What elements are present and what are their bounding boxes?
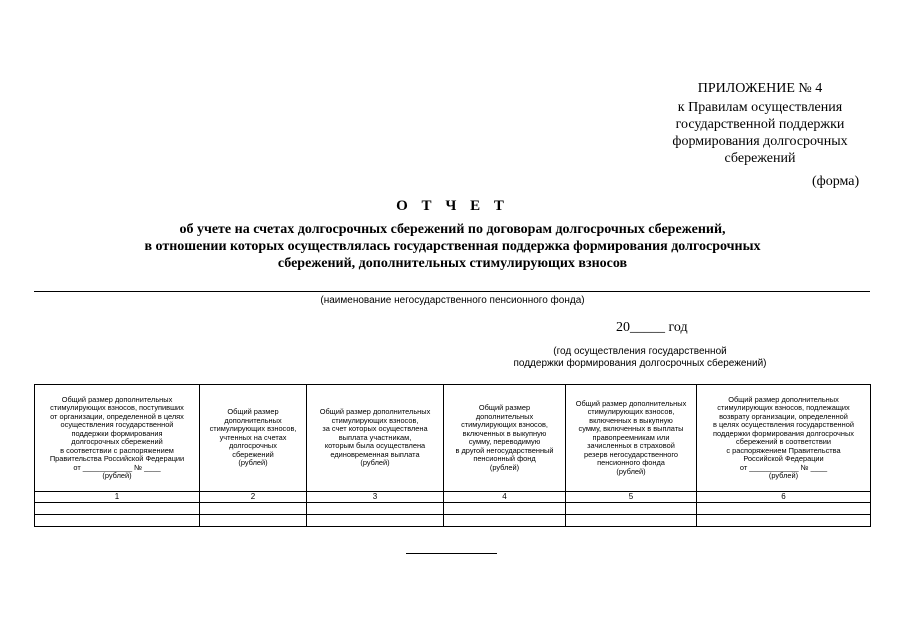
column-header-line: с распоряжением Правительства xyxy=(726,445,841,455)
column-header-line: от ____________ № ____ xyxy=(739,462,828,472)
column-header-line: дополнительных xyxy=(224,415,282,425)
column-header-line: Общий размер xyxy=(478,403,531,412)
table-cell[interactable] xyxy=(200,515,307,527)
column-header-line: Правительства Российской Федерации xyxy=(49,454,185,463)
column-header-line: (рублей) xyxy=(238,458,268,468)
column-number: 6 xyxy=(697,492,871,503)
subtitle-line: об учете на счетах долгосрочных сбережений по договорам долгосрочных сбережений, xyxy=(179,222,726,237)
appendix-line: государственной поддержки xyxy=(675,117,845,132)
column-header-line: в целях осуществления государственной xyxy=(713,420,854,429)
table-header-row xyxy=(35,385,871,492)
fund-name-caption: (наименование негосударственного пенсионного фонда) xyxy=(320,295,585,306)
year-caption xyxy=(500,346,780,370)
column-header-line: за счет которых осуществлена xyxy=(322,424,428,434)
column-number: 4 xyxy=(444,492,566,503)
appendix-line: формирования долгосрочных xyxy=(672,134,848,149)
column-header-line: стимулирующих взносов, подлежащих xyxy=(717,403,850,412)
column-number: 3 xyxy=(307,492,444,503)
appendix-line: к Правилам осуществления xyxy=(677,100,843,115)
year-label: 20_____ год xyxy=(616,320,688,335)
appendix-block xyxy=(640,80,880,167)
column-header-line: выплата участникам, xyxy=(338,432,412,442)
column-header-line: поддержки формирования xyxy=(71,428,163,438)
column-header-line: которым была осуществлена xyxy=(324,441,426,451)
year-caption-line: поддержки формирования долгосрочных сбережений) xyxy=(513,358,767,369)
column-header-line: стимулирующих взносов, xyxy=(209,424,297,434)
table-cell[interactable] xyxy=(444,503,566,515)
column-header-line: резерв негосударственного xyxy=(583,449,679,459)
column-header-line: учтенных на счетах xyxy=(219,432,287,442)
column-header-line: дополнительных xyxy=(475,411,534,421)
table-cell[interactable] xyxy=(35,503,200,515)
signature-line xyxy=(406,553,497,554)
column-header-line: Общий размер дополнительных xyxy=(61,394,173,404)
column-header-line: Общий размер дополнительных xyxy=(728,394,839,404)
column-header-line: Российской Федерации xyxy=(743,454,824,463)
column-header-line: включенных в выкупную xyxy=(589,415,673,425)
column-header-line: сумму, включенных в выплаты xyxy=(578,424,684,434)
column-header-line: от ____________ № ____ xyxy=(73,462,161,472)
column-number: 2 xyxy=(200,492,307,503)
subtitle-line: сбережений, дополнительных стимулирующих взносов xyxy=(277,256,628,271)
column-header-line: осуществления государственной xyxy=(60,420,174,429)
column-header-line: в соответствии с распоряжением xyxy=(60,445,174,455)
column-header-line: долгосрочных xyxy=(229,441,277,451)
column-header-line: (рублей) xyxy=(489,462,520,472)
column-header-line: стимулирующих взносов, xyxy=(331,415,419,425)
table-cell[interactable] xyxy=(697,503,871,515)
column-header xyxy=(307,385,444,492)
column-header-line: от организации, определенной в целях xyxy=(50,411,184,421)
column-header xyxy=(444,385,566,492)
column-header-line: стимулирующих взносов, поступивших xyxy=(50,403,184,412)
column-header-line: правопреемникам или xyxy=(592,432,670,442)
column-header-line: Общий размер xyxy=(227,407,279,417)
subtitle-line: в отношении которых осуществлялась государственная поддержка формирования долгосрочных xyxy=(144,239,761,254)
table-row xyxy=(35,515,871,527)
column-header-line: возврату организации, определенной xyxy=(719,411,848,421)
column-header-line: (рублей) xyxy=(102,471,132,480)
appendix-number: ПРИЛОЖЕНИЕ № 4 xyxy=(697,81,823,96)
column-header-line: единовременная выплата xyxy=(330,449,420,459)
fund-name-line xyxy=(34,291,870,292)
column-header-line: сумму, переводимую xyxy=(468,437,541,446)
column-header xyxy=(697,385,871,492)
column-number: 1 xyxy=(35,492,200,503)
column-header xyxy=(566,385,697,492)
column-number-row xyxy=(35,492,871,503)
report-table xyxy=(34,384,871,527)
column-header-line: зачисленных в страховой xyxy=(587,441,675,451)
column-header xyxy=(35,385,200,492)
column-header-line: поддержки формирования долгосрочных xyxy=(712,428,854,438)
column-header-line: Общий размер дополнительных xyxy=(319,407,431,417)
column-header-line: стимулирующих взносов, xyxy=(461,420,548,429)
table-cell[interactable] xyxy=(307,503,444,515)
report-subtitle xyxy=(60,221,845,272)
table-cell[interactable] xyxy=(444,515,566,527)
table-cell[interactable] xyxy=(697,515,871,527)
table-cell[interactable] xyxy=(307,515,444,527)
column-header-line: в другой негосударственный xyxy=(455,445,554,455)
column-header-line: сбережений xyxy=(232,449,274,459)
table-cell[interactable] xyxy=(200,503,307,515)
table-cell[interactable] xyxy=(566,503,697,515)
column-header-line: (рублей) xyxy=(616,466,646,476)
column-header-line: долгосрочных сбережений xyxy=(71,437,163,446)
column-header-line: пенсионный фонд xyxy=(473,454,536,463)
column-number: 5 xyxy=(566,492,697,503)
table-cell[interactable] xyxy=(566,515,697,527)
table-row xyxy=(35,503,871,515)
column-header xyxy=(200,385,307,492)
column-header-line: сбережений в соответствии xyxy=(735,437,831,446)
column-header-line: включенных в выкупную xyxy=(462,428,547,438)
year-caption-line: (год осуществления государственной xyxy=(553,346,727,357)
appendix-line: сбережений xyxy=(724,151,796,166)
form-label: (форма) xyxy=(812,174,860,189)
report-title: О Т Ч Е Т xyxy=(396,198,509,214)
column-header-line: пенсионного фонда xyxy=(597,458,665,468)
column-header-line: (рублей) xyxy=(360,458,390,468)
column-header-line: стимулирующих взносов, xyxy=(587,407,675,417)
table-cell[interactable] xyxy=(35,515,200,527)
column-header-line: (рублей) xyxy=(768,471,799,480)
column-header-line: Общий размер дополнительных xyxy=(575,398,687,408)
